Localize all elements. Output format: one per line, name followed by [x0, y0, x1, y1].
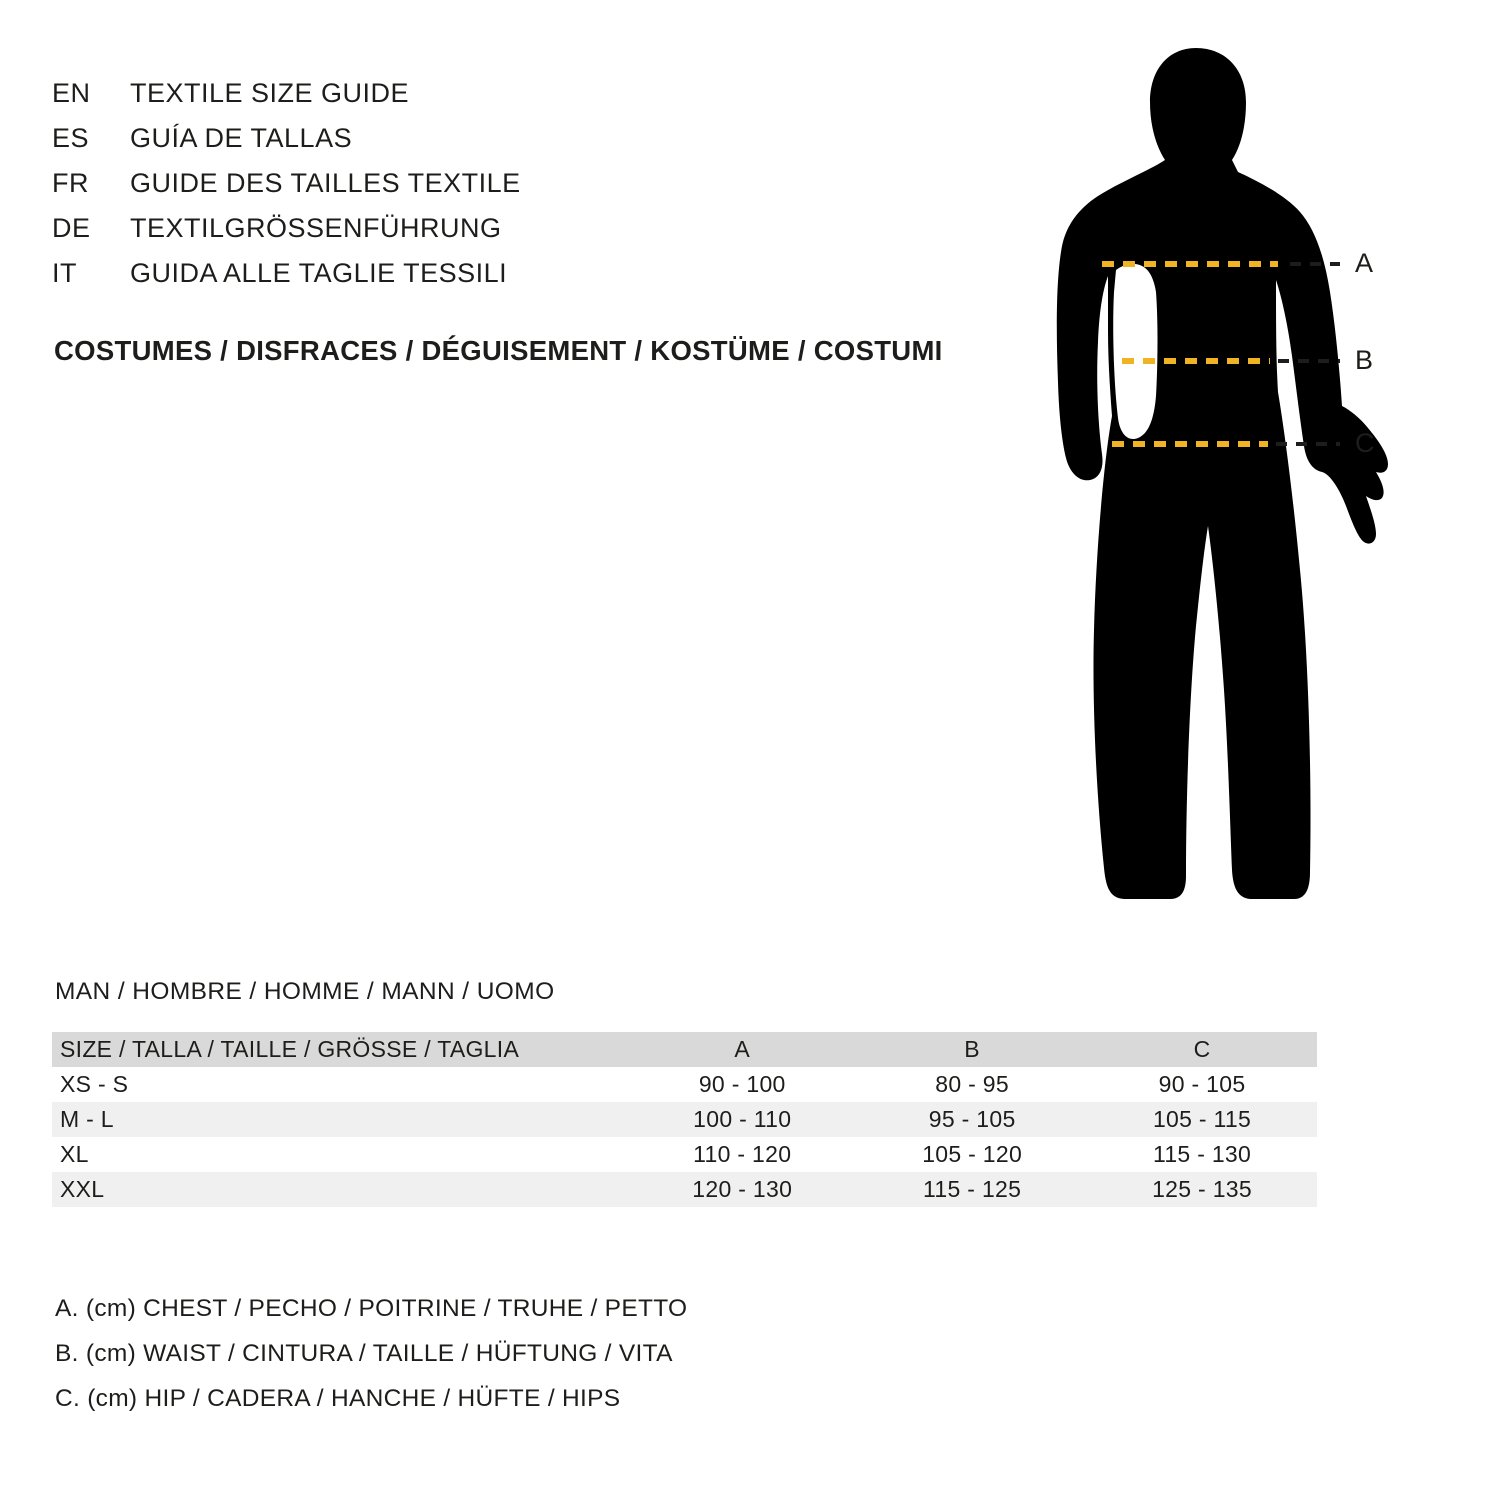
cell-b: 95 - 105 — [857, 1102, 1087, 1137]
cell-size: M - L — [52, 1102, 627, 1137]
language-title: GUIDA ALLE TAGLIE TESSILI — [130, 258, 508, 288]
legend-note-b: B. (cm) WAIST / CINTURA / TAILLE / HÜFTUNG / VITA — [55, 1340, 673, 1367]
cell-a: 110 - 120 — [627, 1137, 857, 1172]
marker-label-a: A — [1355, 248, 1374, 278]
language-code: ES — [52, 123, 90, 153]
cell-b: 80 - 95 — [857, 1067, 1087, 1102]
language-row-en — [52, 78, 1012, 123]
language-code: EN — [52, 78, 91, 108]
language-code: DE — [52, 213, 91, 243]
legend-note-c: C. (cm) HIP / CADERA / HANCHE / HÜFTE / HIPS — [55, 1385, 621, 1412]
cell-a: 100 - 110 — [627, 1102, 857, 1137]
measurement-legend — [55, 1295, 1055, 1430]
language-title: GUIDE DES TAILLES TEXTILE — [130, 168, 521, 198]
language-code: IT — [52, 258, 77, 288]
size-table — [52, 1032, 1317, 1207]
table-row — [52, 1102, 1317, 1137]
table-header-c: C — [1087, 1032, 1317, 1067]
table-header-a: A — [627, 1032, 857, 1067]
table-row — [52, 1137, 1317, 1172]
category-heading: COSTUMES / DISFRACES / DÉGUISEMENT / KOSTÜME / COSTUMI — [54, 335, 943, 366]
body-silhouette-diagram — [1000, 30, 1440, 930]
table-row — [52, 1172, 1317, 1207]
language-title: TEXTILE SIZE GUIDE — [130, 78, 410, 108]
marker-label-c: C — [1355, 428, 1375, 458]
language-title: TEXTILGRÖSSENFÜHRUNG — [130, 213, 502, 243]
language-row-fr — [52, 168, 1012, 213]
cell-a: 120 - 130 — [627, 1172, 857, 1207]
language-row-de — [52, 213, 1012, 258]
table-header-b: B — [857, 1032, 1087, 1067]
language-title: GUÍA DE TALLAS — [130, 123, 353, 153]
language-row-it — [52, 258, 1012, 303]
language-code: FR — [52, 168, 89, 198]
cell-b: 105 - 120 — [857, 1137, 1087, 1172]
cell-size: XL — [52, 1137, 627, 1172]
marker-label-b: B — [1355, 345, 1374, 375]
table-header-row — [52, 1032, 1317, 1067]
table-title: MAN / HOMBRE / HOMME / MANN / UOMO — [55, 978, 555, 1005]
cell-a: 90 - 100 — [627, 1067, 857, 1102]
cell-c: 105 - 115 — [1087, 1102, 1317, 1137]
cell-b: 115 - 125 — [857, 1172, 1087, 1207]
cell-c: 125 - 135 — [1087, 1172, 1317, 1207]
measurement-lines — [1000, 30, 1440, 930]
legend-note-a: A. (cm) CHEST / PECHO / POITRINE / TRUHE / PETTO — [55, 1295, 688, 1322]
cell-c: 115 - 130 — [1087, 1137, 1317, 1172]
cell-size: XXL — [52, 1172, 627, 1207]
language-list — [52, 78, 1012, 303]
table-header-size: SIZE / TALLA / TAILLE / GRÖSSE / TAGLIA — [52, 1032, 627, 1067]
table-row — [52, 1067, 1317, 1102]
cell-c: 90 - 105 — [1087, 1067, 1317, 1102]
language-row-es — [52, 123, 1012, 168]
cell-size: XS - S — [52, 1067, 627, 1102]
